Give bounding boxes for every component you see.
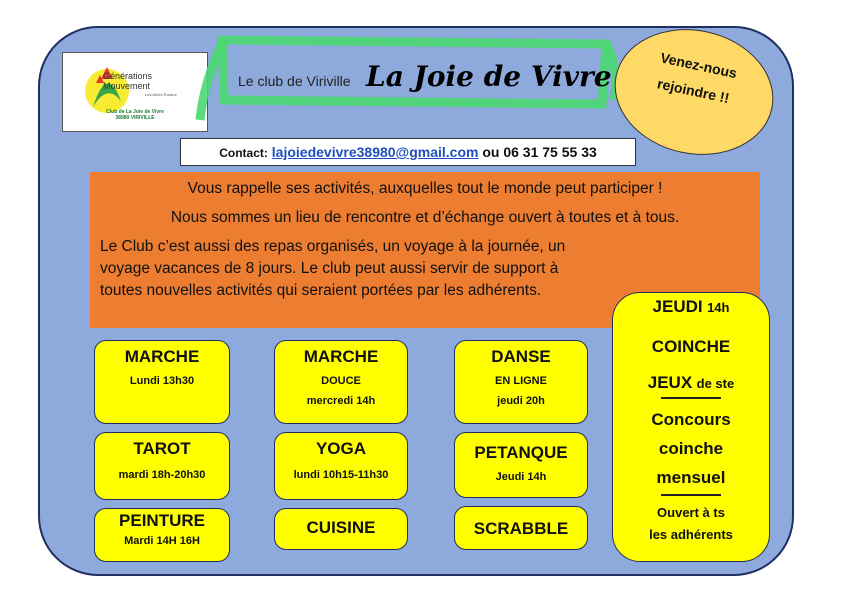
activity-time: mardi 18h-20h30 bbox=[118, 469, 206, 481]
info-paragraph-1: Vous rappelle ses activités, auxquelles tout le monde peut participer ! bbox=[187, 180, 663, 197]
activity-time: Jeudi 14h bbox=[495, 471, 547, 483]
activity-subtitle: DOUCE bbox=[321, 375, 361, 387]
jeudi-divider-1 bbox=[661, 397, 721, 399]
jeudi-ouvert bbox=[613, 502, 769, 546]
activity-card-danse bbox=[454, 340, 588, 424]
activity-title: MARCHE bbox=[124, 347, 200, 366]
activity-title: DANSE bbox=[491, 347, 551, 366]
jeudi-coinche: COINCHE bbox=[651, 337, 731, 356]
activity-title: YOGA bbox=[315, 439, 367, 458]
activity-card-scrabble bbox=[454, 506, 588, 550]
jeudi-hour: 14h bbox=[707, 300, 730, 315]
activity-title: SCRABBLE bbox=[473, 519, 569, 538]
logo-club-line2: 38980 VIRIVILLE bbox=[115, 115, 155, 121]
activity-time: Mardi 14H 16H bbox=[124, 535, 200, 547]
logo-club-line1: Club de La Joie de Vivre bbox=[106, 109, 164, 115]
club-prefix: Le club de Viriville bbox=[238, 73, 351, 89]
activity-card-tarot bbox=[94, 432, 230, 500]
activity-card-petanque bbox=[454, 432, 588, 498]
logo-title-line1: Générations bbox=[103, 71, 153, 81]
jeudi-day: JEUDI bbox=[652, 297, 703, 316]
logo-emblem bbox=[63, 53, 209, 133]
jeudi-concours bbox=[613, 405, 769, 492]
logo-club-text bbox=[63, 109, 207, 121]
logo-title bbox=[103, 71, 152, 91]
jeudi-concours-line2: coinche bbox=[658, 439, 724, 458]
activity-title: PETANQUE bbox=[474, 443, 568, 462]
activity-card-cuisine bbox=[274, 508, 408, 550]
info-paragraph-3: Le Club c’est aussi des repas organisés, un voyage à la journée, un voyage vacances de 8 jours. Le club peut aussi servir de support à toutes nouvelles activités qui seraient portées par les adhérents. bbox=[100, 238, 566, 299]
activity-card-yoga bbox=[274, 432, 408, 500]
jeudi-jeux bbox=[613, 373, 769, 393]
jeudi-divider-2 bbox=[661, 494, 721, 496]
bubble-line2: rejoindre !! bbox=[655, 75, 731, 107]
contact-box bbox=[180, 138, 636, 166]
jeudi-concours-line3: mensuel bbox=[656, 468, 726, 487]
jeudi-card bbox=[612, 292, 770, 562]
logo-title-line2: Mouvement bbox=[103, 81, 151, 91]
jeudi-concours-line1: Concours bbox=[651, 410, 731, 429]
activity-title: MARCHE bbox=[303, 347, 379, 366]
jeudi-header bbox=[613, 297, 769, 317]
jeudi-ouvert-line2: les adhérents bbox=[649, 527, 733, 542]
activity-card-peinture bbox=[94, 508, 230, 562]
activity-title: CUISINE bbox=[306, 518, 376, 537]
activity-time: lundi 10h15-11h30 bbox=[293, 469, 389, 481]
club-logo bbox=[62, 52, 208, 132]
info-paragraph-2: Nous sommes un lieu de rencontre et d’échange ouvert à toutes et à tous. bbox=[170, 209, 680, 226]
activity-title: TAROT bbox=[133, 439, 191, 458]
jeudi-ouvert-line1: Ouvert à ts bbox=[657, 505, 725, 520]
activity-time: Lundi 13h30 bbox=[129, 375, 195, 387]
jeudi-jeux-label: JEUX bbox=[647, 373, 693, 392]
bubble-line1: Venez-nous bbox=[658, 49, 739, 82]
activity-title: PEINTURE bbox=[119, 511, 205, 530]
contact-label: Contact: bbox=[219, 146, 268, 160]
contact-phone: 06 31 75 55 33 bbox=[503, 144, 597, 160]
logo-subtitle: Les Aînés Ruraux bbox=[145, 92, 177, 97]
contact-email-link[interactable]: lajoiedevivre38980@gmail.com bbox=[271, 144, 479, 160]
activity-time: mercredi 14h bbox=[306, 395, 376, 407]
activity-time: jeudi 20h bbox=[497, 395, 545, 407]
activity-subtitle: EN LIGNE bbox=[495, 375, 547, 387]
jeudi-jeux-suffix: de ste bbox=[696, 376, 735, 391]
club-name: La Joie de Vivre bbox=[366, 60, 612, 93]
contact-connector: ou bbox=[482, 144, 500, 160]
activity-card-marche-douce bbox=[274, 340, 408, 424]
activity-card-marche bbox=[94, 340, 230, 424]
